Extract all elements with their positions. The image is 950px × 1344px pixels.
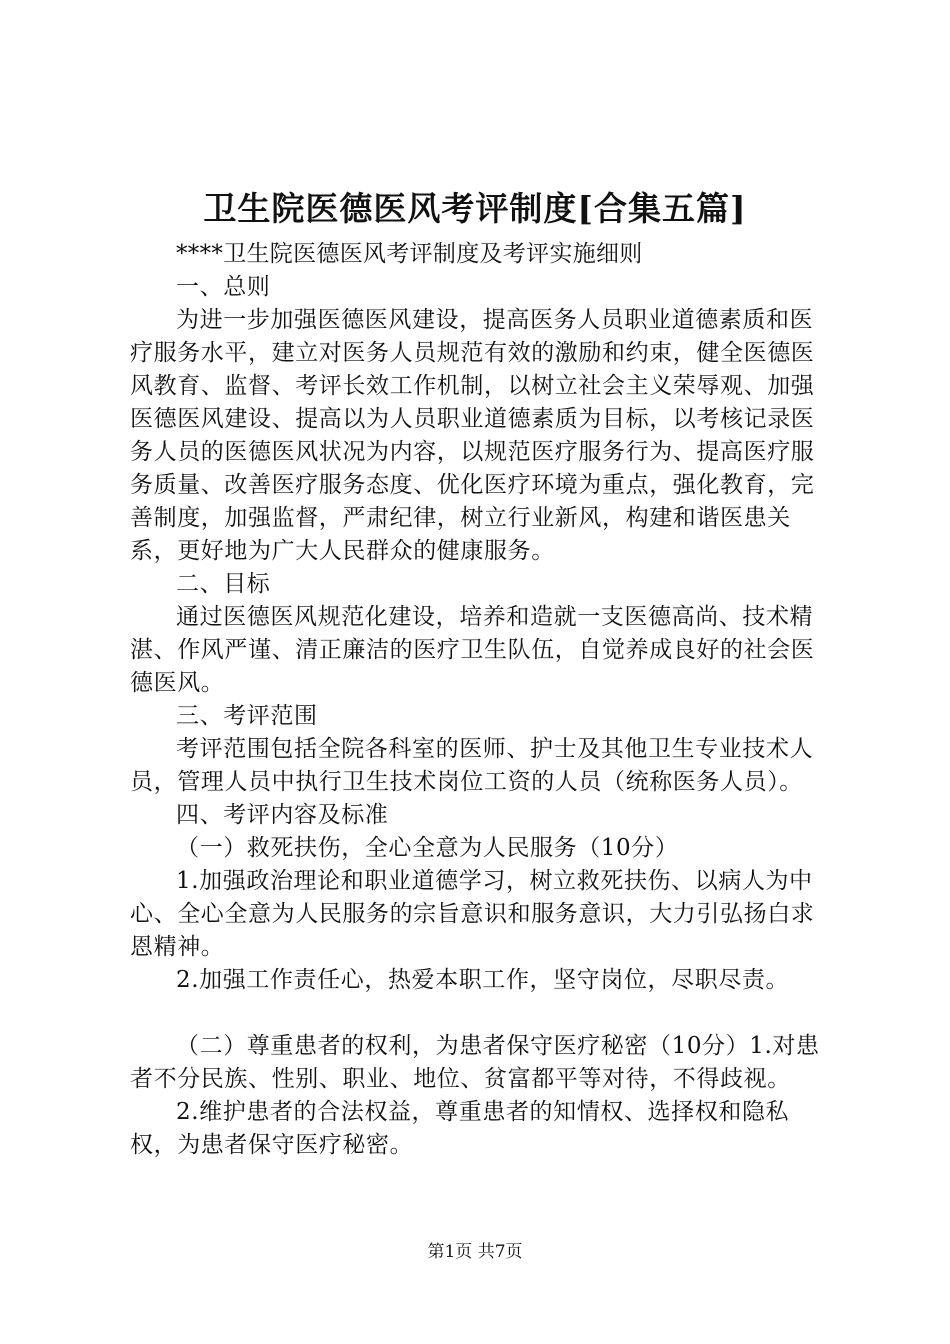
list-item-1-2: 2.加强工作责任心，热爱本职工作，坚守岗位，尽职尽责。 [176,967,790,993]
section-heading-general: 一、总则 [176,274,271,300]
section-heading-goal: 二、目标 [176,571,271,597]
paragraph-goal: 通过医德医风规范化建设，培养和造就一支医德高尚、技术精湛、作风严谨、清正廉洁的医疗卫生队伍，自觉养成良好的社会医德医风。 [130,604,815,696]
list-item-1-1: 1.加强政治理论和职业道德学习，树立救死扶伤、以病人为中心、全心全意为人民服务的宗旨意识和服务意识，大力引弘扬白求恩精神。 [130,868,815,960]
document-title: 卫生院医德医风考评制度[合集五篇] [203,189,747,228]
document-subtitle: ****卫生院医德医风考评制度及考评实施细则 [176,241,643,267]
section-heading-scope: 三、考评范围 [176,703,318,729]
page-footer: 第1页 共7页 [427,1242,523,1262]
paragraph-scope: 考评范围包括全院各科室的医师、护士及其他卫生专业技术人员，管理人员中执行卫生技术岗位工资的人员（统称医务人员）。 [130,736,814,795]
document-body [130,238,830,1162]
list-item-2-2: 2.维护患者的合法权益，尊重患者的知情权、选择权和隐私权，为患者保守医疗秘密。 [130,1099,790,1158]
paragraph-general: 为进一步加强医德医风建设，提高医务人员职业道德素质和医疗服务水平，建立对医务人员规范有效的激励和约束，健全医德医风教育、监督、考评长效工作机制，以树立社会主义荣辱观、加强医德医风建设、提高以为人员职业道德素质为目标，以考核记录医务人员的医德医风状况为内容，以规范医疗服务行为、提高医疗服务质量、改善医疗服务态度、优化医疗环境为重点，强化教育，完善制度，加强监督，严肃纪律，树立行业新风，构建和谐医患关系，更好地为广大人民群众的健康服务。 [130,307,815,564]
subsection-heading-2: （二）尊重患者的权利，为患者保守医疗秘密（10分）1.对患者不分民族、性别、职业、地位、贫富都平等对待，不得歧视。 [130,1033,820,1092]
section-heading-content: 四、考评内容及标准 [176,802,389,828]
subsection-heading-1: （一）救死扶伤，全心全意为人民服务（10分） [176,835,679,861]
paragraph-gap [130,997,830,1030]
